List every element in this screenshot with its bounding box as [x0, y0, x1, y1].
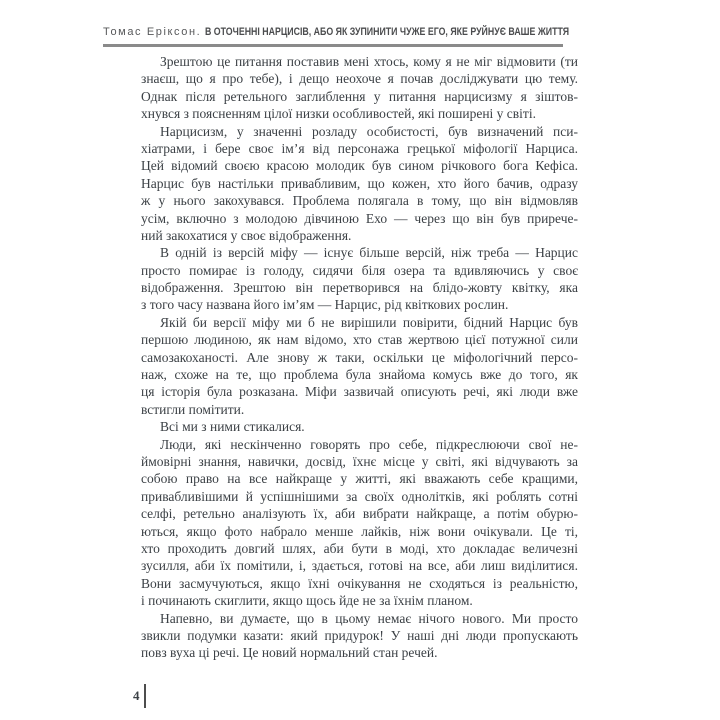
page-footer	[133, 684, 146, 708]
paragraph	[141, 53, 578, 123]
text-line: ймовірні знання, навички, досвід, їхнє місце у світі, які відчувають за	[141, 453, 578, 469]
running-head	[103, 26, 583, 38]
author-name: Томас Еріксон.	[103, 26, 202, 38]
footer-tick-mark	[144, 684, 146, 708]
text-line: Нарцисизм, у значенні розладу особистості, був визначений пси-	[160, 123, 578, 139]
text-line: ний закохатися у своє відображення.	[141, 227, 352, 243]
text-line: встигли помітити.	[141, 401, 245, 417]
paragraph	[141, 123, 578, 245]
text-line: Всі ми з ними стикалися.	[160, 419, 305, 435]
text-line: собою право на все найкраще у житті, які вважають себе кращими,	[141, 471, 578, 487]
paragraph	[141, 244, 578, 314]
text-line: хіатрами, і бере своє ім’я від персонажа грецької міфології Нарциса.	[141, 140, 578, 156]
header-rule	[103, 44, 563, 47]
text-line: наж, схоже на те, що проблема була знайома комусь вже до того, як	[141, 367, 578, 383]
text-line: Люди, які нескінченно говорять про себе, підкреслюючи свої не-	[160, 436, 578, 452]
text-line: з того часу названа його ім’ям — Нарцис, рід квіткових рослин.	[141, 297, 509, 313]
text-line: ються, якщо фото набрало менше лайків, ніж вони очікували. Це ті,	[141, 523, 578, 539]
body-text-block	[141, 53, 578, 662]
text-line: ж у нього закохувався. Проблема полягала в тому, що він відмовляв	[141, 193, 578, 209]
text-line: зусилля, аби їх помітили, і, здається, готові на все, аби лиш виділитися.	[141, 558, 578, 574]
text-line: усім, включно з молодою дівчиною Ехо — через що він був прирече-	[141, 210, 578, 226]
text-line: повз вуха ці речі. Це новий нормальний стан речей.	[141, 645, 438, 661]
paragraph	[141, 610, 578, 662]
text-line: першою людиною, як нам відомо, хто став жертвою цієї потужної сили	[141, 332, 578, 348]
book-title: В ОТОЧЕННІ НАРЦИСІВ, АБО ЯК ЗУПИНИТИ ЧУЖЕ ЕГО, ЯКЕ РУЙНУЄ ВАШЕ ЖИТТЯ	[205, 26, 570, 38]
page-number: 4	[133, 688, 140, 703]
text-line: Зрештою це питання поставив мені хтось, кому я не міг відмовити (ти	[160, 54, 578, 69]
text-line: В одній із версій міфу — існує більше версій, ніж треба — Нарцис	[160, 245, 578, 261]
text-line: Нарцис був настільки привабливим, що кожен, хто його бачив, одразу	[141, 175, 578, 191]
text-line: хто проходить довгий шлях, аби бути в моді, хто докладає величезні	[141, 540, 578, 556]
text-line: Вони засмучуються, якщо їхні очікування не сходяться із реальністю,	[141, 575, 578, 591]
text-line: Однак після ретельного заглиблення у питання нарцисизму я зіштов-	[141, 88, 578, 104]
text-line: звикли подумки казати: який придурок! У наші дні люди пропускають	[141, 627, 578, 643]
paragraph	[141, 436, 578, 610]
text-line: Цей відомий своєю красою молодик був сином річкового бога Кефіса.	[141, 158, 578, 174]
text-line: відображення. Зрештою він перетворився на блідо-жовту квітку, яка	[141, 280, 578, 296]
text-line: хнувся з поясненням цілої низки особливостей, які поширені у світі.	[141, 106, 536, 122]
text-line: і починають скиглити, якщо щось йде не за їхнім планом.	[141, 593, 473, 609]
paragraph	[141, 314, 578, 418]
text-line: просто помирає із голоду, сидячи біля озера та вдивляючись у своє	[141, 262, 578, 278]
text-line: привабливішими й успішнішими за своїх однолітків, які роблять сотні	[141, 488, 578, 504]
text-line: Напевно, ви думаєте, що в цьому немає нічого нового. Ми просто	[160, 610, 578, 626]
text-line: селфі, ретельно аналізують їх, аби вибрати найкраще, а потім обурю-	[141, 506, 578, 522]
text-line: ця історія була розказана. Міфи зазвичай описують речі, які люди вже	[141, 384, 578, 400]
text-line: знаєш, що я про тебе), і дещо неохоче я почав досліджувати цю тему.	[141, 71, 578, 87]
text-line: Якій би версії міфу ми б не вирішили повірити, бідний Нарцис був	[160, 314, 578, 330]
paragraph	[141, 418, 578, 435]
text-line: самозакоханості. Але знову ж таки, оскільки це міфологічний персо-	[141, 349, 578, 365]
